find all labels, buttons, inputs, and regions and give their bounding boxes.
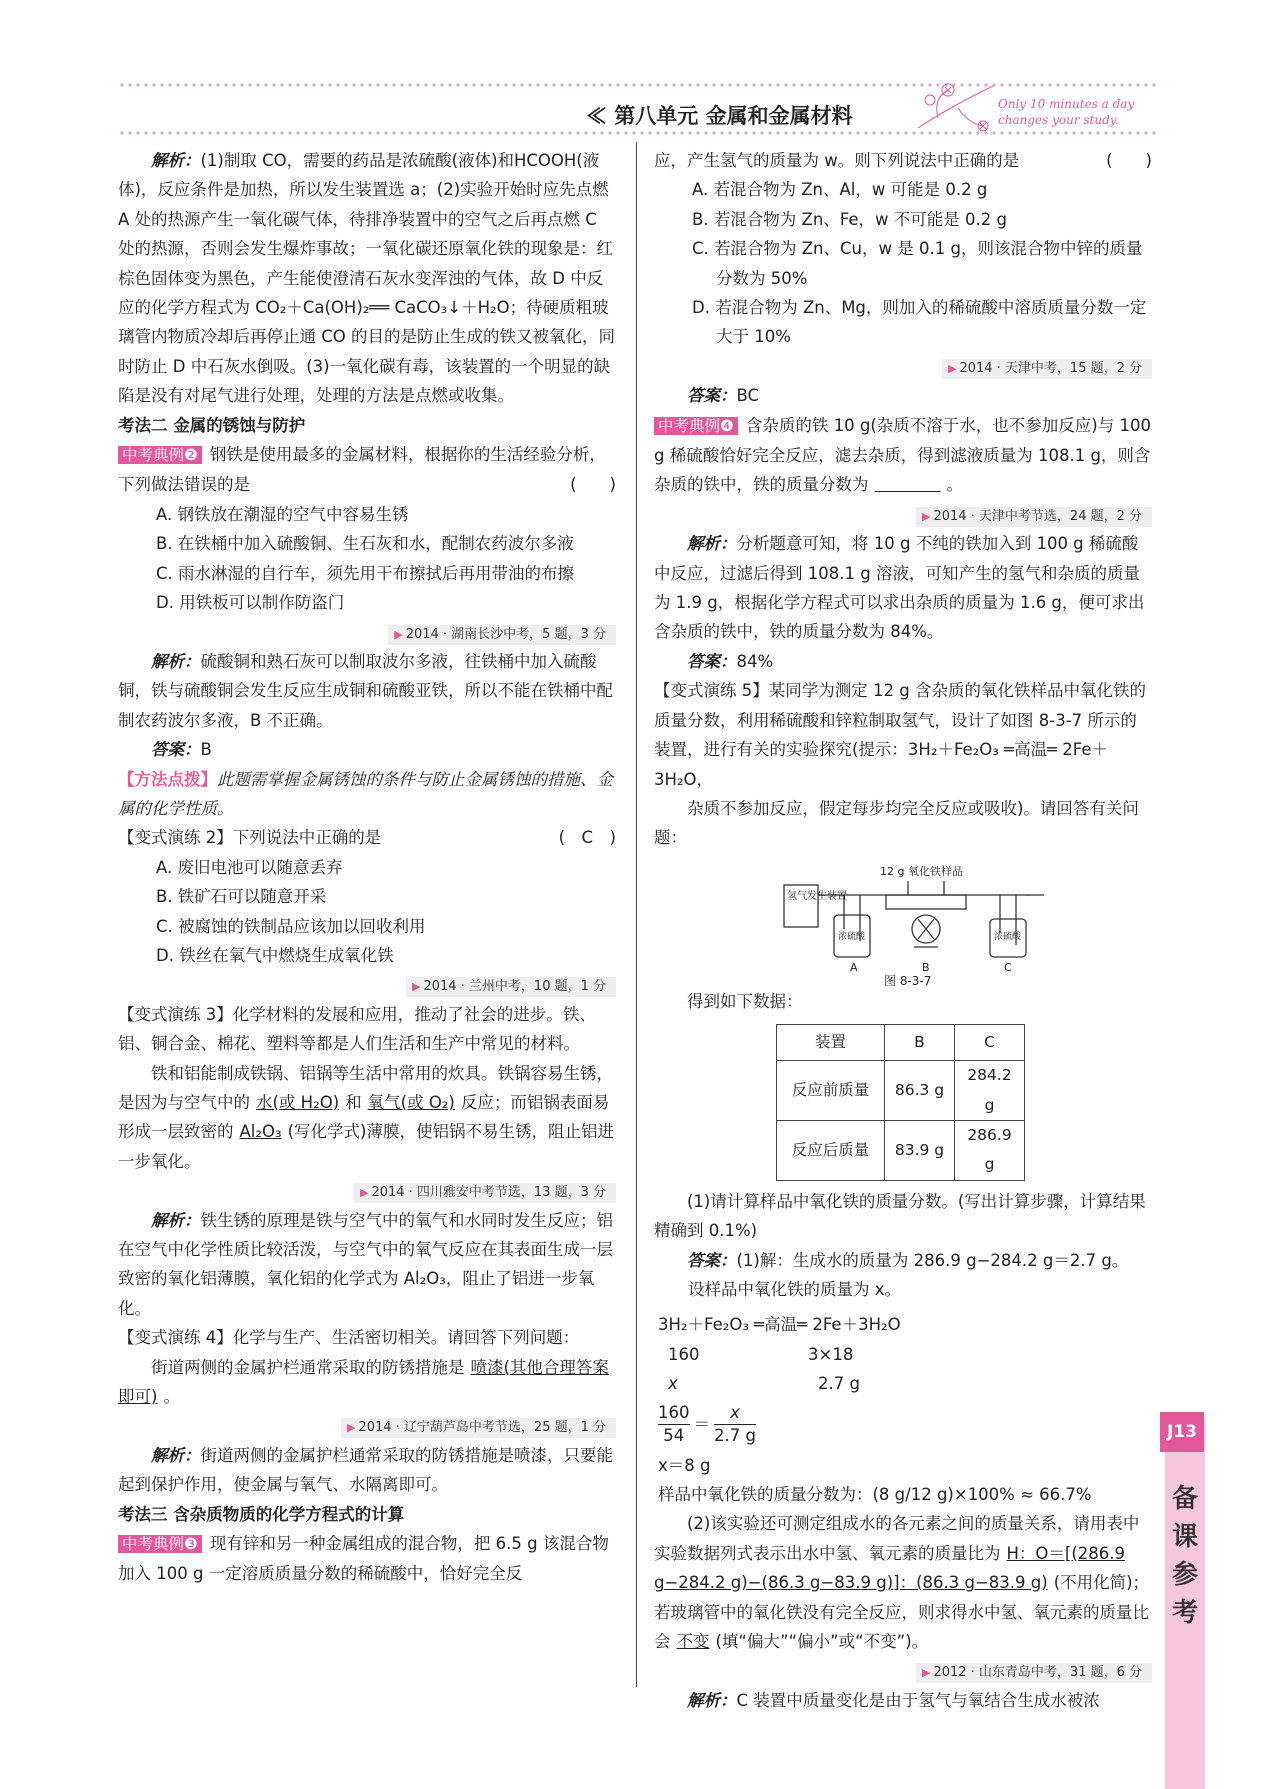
table-header: C xyxy=(955,1025,1025,1061)
figure-top-label: 12 g 氧化铁样品 xyxy=(880,864,963,878)
variant-5-question-cont: 杂质不参加反应，假定每步均完全反应或吸收)。请回答有关问题： xyxy=(654,798,1139,848)
label-b: B xyxy=(922,960,930,974)
table-header: 装置 xyxy=(777,1025,885,1061)
source-text: ▶ 2014 · 兰州中考，10 题，1 分 xyxy=(406,977,616,997)
analysis-label: 解析： xyxy=(151,1210,201,1230)
source-text: ▶ 2014 · 天津中考，15 题，2 分 xyxy=(942,359,1152,379)
source-text: ▶ 2014 · 辽宁葫芦岛中考节选，25 题，1 分 xyxy=(341,1418,616,1438)
variant-3-question: 【变式演练 3】化学材料的发展和应用，推动了社会的进步。铁、铝、铜合金、棉花、塑料等都是人们生活和生产中常见的材料。 xyxy=(118,1004,596,1054)
table-cell: 286.9 g xyxy=(955,1120,1025,1180)
analysis-label: 解析： xyxy=(687,1690,737,1710)
mass-water: 3×18 xyxy=(808,1344,854,1364)
answer-value: BC xyxy=(736,386,760,406)
text-part: 反应；而铝锅表面易形成一层致密的 xyxy=(118,1092,610,1142)
option-a: A. 若混合物为 Zn、Al，w 可能是 0.2 g xyxy=(692,180,988,200)
table-row xyxy=(777,1120,1025,1180)
analysis-text: 分析题意可知，将 10 g 不纯的铁加入到 100 g 稀硫酸中反应，过滤后得到 108.1 g 溶液，可知产生的氢气和杂质的质量为 1.9 g，根据化学方程式可以求出杂质的质量为 1.6 g，便可求出含杂质的铁中，铁的质量分数为 84%。 xyxy=(654,534,1145,642)
filled-answer: 氧气(或 O₂) xyxy=(367,1092,455,1112)
source-label xyxy=(654,1656,1152,1685)
analysis-text: 街道两侧的金属护栏通常采取的防锈措施是喷漆，只要能起到保护作用，使金属与氧气、水隔离即可。 xyxy=(118,1445,613,1495)
answer-label: 答案： xyxy=(687,386,737,406)
header-dots-bottom xyxy=(118,130,1158,136)
example-3-question-cont xyxy=(654,146,1152,175)
left-column xyxy=(118,146,616,1589)
filled-answer: 不变 xyxy=(676,1632,710,1652)
text-part: 街道两侧的金属护栏通常采取的防锈措施是 xyxy=(151,1357,465,1377)
analysis-label: 解析： xyxy=(687,534,737,554)
analysis-block-6 xyxy=(654,1686,1152,1715)
source-label xyxy=(118,1176,616,1205)
answer-line-4 xyxy=(654,647,1152,676)
header-tagline xyxy=(998,96,1134,128)
answer-value: B xyxy=(200,740,212,760)
text-part: 和 xyxy=(345,1092,362,1112)
filled-answer: Al₂O₃ xyxy=(239,1122,282,1142)
text-part: 铁和铝能制成铁锅、铝锅等生活中常用的炊具。铁锅容易生锈，是因为与空气中的 xyxy=(118,1063,613,1112)
section-heading-2: 考法二 金属的锈蚀与防护 xyxy=(118,415,306,435)
equals: ＝ xyxy=(693,1414,710,1434)
answer-text: (1)解：生成水的质量为 286.9 g−284.2 g＝2.7 g。 xyxy=(736,1250,1129,1270)
figure-caption: 图 8-3-7 xyxy=(884,973,932,987)
option-b: B. 铁矿石可以随意开采 xyxy=(156,887,327,907)
text-part: (2)该实验还可测定组成水的各元素之间的质量关系，请用表中实验数据列式表示出水中氢、氧元素的质量比为 xyxy=(654,1514,1140,1563)
option-a: A. 废旧电池可以随意丢弃 xyxy=(156,857,343,877)
source-text: ▶ 2014 · 天津中考节选，24 题，2 分 xyxy=(916,507,1152,527)
value-water: 2.7 g xyxy=(818,1374,860,1394)
page-number-tab: J13 xyxy=(1160,1412,1204,1452)
question-text: 含杂质的铁 10 g(杂质不溶于水，也不参加反应)与 100 g 稀硫酸恰好完全反应，滤去杂质，得到滤液质量为 108.1 g，则含杂质的铁中，铁的质量分数为 xyxy=(654,415,1151,495)
question-text: 钢铁是使用最多的金属材料，根据你的生活经验分析，下列做法错误的是 xyxy=(118,445,606,495)
text-part: (不用化简)；若玻璃管中的氧化铁没有完全反应，则求得水中氢、氧元素的质量比会 xyxy=(654,1573,1150,1652)
analysis-text: 硫酸铜和熟石灰可以制取波尔多液，往铁桶中加入硫酸铜，铁与硫酸铜会发生反应生成铜和硫酸亚铁，所以不能在铁桶中配制农药波尔多液，B 不正确。 xyxy=(118,651,613,730)
apparatus-figure xyxy=(654,859,1152,987)
data-intro: 得到如下数据： xyxy=(687,991,803,1011)
answer-label: 答案： xyxy=(687,651,737,671)
option-c: C. 若混合物为 Zn、Cu，w 是 0.1 g，则该混合物中锌的质量分数为 50% xyxy=(692,239,1143,288)
table-cell: 83.9 g xyxy=(885,1120,955,1180)
ratio-left xyxy=(658,1402,690,1447)
analysis-label: 解析： xyxy=(151,651,201,671)
option-d: D. 若混合物为 Zn、Mg，则加入的稀硫酸中溶质质量分数一定大于 10% xyxy=(692,298,1147,347)
variant-4-fill xyxy=(118,1353,616,1412)
answer-bracket: ( ) xyxy=(570,475,616,495)
x-result: x＝8 g xyxy=(658,1455,711,1475)
analysis-block-5 xyxy=(654,529,1152,647)
value-x: x xyxy=(668,1374,678,1394)
example-2-question xyxy=(118,440,616,500)
right-column xyxy=(654,146,1152,1715)
header-title: ≪ 第八单元 金属和金属材料 xyxy=(586,103,853,128)
variant-5-question: 【变式演练 5】某同学为测定 12 g 含杂质的氧化铁样品中氧化铁的质量分数，利用稀硫酸和锌粒制取氢气，设计了如图 8-3-7 所示的装置，进行有关的实验探究(提示：3H₂＋Fe₂O₃ ═高温═ 2Fe＋3H₂O， xyxy=(654,681,1146,789)
denominator: 2.7 g xyxy=(714,1426,756,1446)
filled-answer: 喷漆(其他合理答案即可) xyxy=(118,1357,609,1407)
question-2 xyxy=(654,1509,1152,1656)
option-c: C. 雨水淋湿的自行车，须先用干布擦拭后再用带油的布擦 xyxy=(156,563,575,583)
source-label xyxy=(118,1411,616,1440)
example-tag: 中考典例❷ xyxy=(118,446,202,464)
method-tip xyxy=(118,765,616,824)
mass-fraction-result: 样品中氧化铁的质量分数为：(8 g/12 g)×100% ≈ 66.7% xyxy=(658,1485,1092,1504)
label-a: A xyxy=(850,960,858,974)
answer-value: 84% xyxy=(736,651,774,671)
acid-label-c: 浓硫酸 xyxy=(994,931,1022,942)
text-part: 。 xyxy=(163,1387,180,1407)
equation-mass-row xyxy=(654,1340,1152,1369)
ratio-right xyxy=(714,1402,756,1447)
tagline-line-2: changes your study. xyxy=(998,113,1119,127)
source-label xyxy=(118,970,616,999)
table-cell: 反应前质量 xyxy=(777,1061,885,1121)
tagline-line-1: Only 10 minutes a day xyxy=(998,97,1135,111)
analysis-block-1 xyxy=(118,146,616,411)
source-text: ▶ 2012 · 山东青岛中考，31 题，6 分 xyxy=(916,1663,1152,1683)
example-tag: 中考典例❸ xyxy=(118,1535,202,1553)
table-cell: 反应后质量 xyxy=(777,1120,885,1180)
option-d: D. 铁丝在氧气中燃烧生成氧化铁 xyxy=(156,945,394,965)
label-c: C xyxy=(1004,960,1012,974)
analysis-block-2 xyxy=(118,647,616,735)
source-text: ▶ 2014 · 湖南长沙中考，5 题，3 分 xyxy=(388,625,616,645)
example-3-question xyxy=(118,1529,616,1589)
answer-label: 答案： xyxy=(687,1250,737,1270)
source-label xyxy=(654,352,1152,381)
variant-3-fill xyxy=(118,1059,616,1177)
option-d: D. 用铁板可以制作防盗门 xyxy=(156,593,345,613)
numerator: x xyxy=(714,1402,756,1425)
question-text: 现有锌和另一种金属组成的混合物，把 6.5 g 该混合物加入 100 g 一定溶质质量分数的稀硫酸中，恰好完全反 xyxy=(118,1534,609,1584)
answer-line-2 xyxy=(118,735,616,764)
question-text: 【变式演练 2】下列说法中正确的是 xyxy=(118,828,382,848)
answer-1-step: 设样品中氧化铁的质量为 x。 xyxy=(688,1279,902,1299)
answer-label: 答案： xyxy=(151,740,201,760)
option-b: B. 在铁桶中加入硫酸铜、生石灰和水，配制农药波尔多液 xyxy=(156,534,574,554)
source-label xyxy=(118,618,616,647)
page-header xyxy=(118,78,1158,140)
text-part: 。 xyxy=(946,475,963,495)
equation: 3H₂＋Fe₂O₃ ═高温═ 2Fe＋3H₂O xyxy=(658,1315,901,1335)
option-c: C. 被腐蚀的铁制品应该加以回收利用 xyxy=(156,916,426,936)
data-table xyxy=(776,1024,1025,1181)
example-tag: 中考典例❹ xyxy=(654,417,738,435)
answer-1 xyxy=(654,1246,1152,1275)
figure-generator-label: 氢气发生装置 xyxy=(787,890,847,902)
acid-label-a: 浓硫酸 xyxy=(838,931,866,942)
table-header: B xyxy=(885,1025,955,1061)
blank xyxy=(869,475,947,494)
flower-icon xyxy=(908,78,998,138)
option-b: B. 若混合物为 Zn、Fe，w 不可能是 0.2 g xyxy=(692,209,1007,229)
answer-line-3 xyxy=(654,381,1152,410)
method-tip-label: 【方法点拨】 xyxy=(118,769,217,789)
table-cell: 86.3 g xyxy=(885,1061,955,1121)
analysis-label: 解析： xyxy=(151,1445,201,1465)
denominator: 54 xyxy=(663,1426,685,1446)
analysis-text: (1)制取 CO，需要的药品是浓硫酸(液体)和HCOOH(液体)，反应条件是加热，所以发生装置选 a；(2)实验开始时应先点燃 A 处的热源产生一氧化碳气体，待排净装置中的空气之后再点燃 C 处的热源，否则会发生爆炸事故；一氧化碳还原氧化铁的现象是：红棕色固体变为黑色，产生能使澄清石灰水变浑浊的气体，故 D 中反应的化学方程式为 CO₂＋Ca(OH)₂══ CaCO₃↓＋H₂O；待硬质粗玻璃管内物质冷却后再停止通 CO 的目的是防止生成的铁又被氧化，同时防止 D 中石灰水倒吸。(3)一氧化碳有毒，该装置的一个明显的缺陷是没有对尾气进行处理，处理的方法是点燃或收集。 xyxy=(118,151,615,406)
table-header-row xyxy=(777,1025,1025,1061)
ratio-equation xyxy=(654,1399,1152,1451)
header-dots-top xyxy=(118,82,1158,88)
question-1: (1)请计算样品中氧化铁的质量分数。(写出计算步骤，计算结果精确到 0.1%) xyxy=(654,1191,1146,1241)
filled-answer: H：O＝[(286.9 g−284.2 g)−(86.3 g−83.9 g)]：(86.3 g−83.9 g) xyxy=(654,1543,1126,1593)
answer-bracket: ( C ) xyxy=(558,828,616,848)
text-part: (写化学式)薄膜，使铝锅不易生锈，阻止铝进一步氧化。 xyxy=(118,1122,614,1171)
section-heading-3: 考法三 含杂质物质的化学方程式的计算 xyxy=(118,1504,405,1524)
table-cell: 284.2 g xyxy=(955,1061,1025,1121)
source-text: ▶ 2014 · 四川雅安中考节选，13 题，3 分 xyxy=(354,1183,616,1203)
analysis-text: C 装置中质量变化是由于氢气与氧结合生成水被浓 xyxy=(736,1690,1100,1710)
side-label: 备课参考 xyxy=(1171,1484,1198,1628)
variant-2-question xyxy=(118,823,616,852)
numerator: 160 xyxy=(658,1402,690,1425)
text-part: (填“偏大”“偏小”或“不变”)。 xyxy=(715,1632,929,1652)
analysis-block-3 xyxy=(118,1206,616,1324)
example-4-question xyxy=(654,411,1152,500)
filled-answer: 水(或 H₂O) xyxy=(256,1092,340,1112)
variant-4-question: 【变式演练 4】化学与生产、生活密切相关。请回答下列问题： xyxy=(118,1328,580,1348)
option-a: A. 钢铁放在潮湿的空气中容易生锈 xyxy=(156,504,409,524)
mass-fe2o3: 160 xyxy=(668,1344,700,1364)
table-row xyxy=(777,1061,1025,1121)
column-divider xyxy=(636,142,637,1687)
analysis-label: 解析： xyxy=(151,151,201,170)
analysis-block-4 xyxy=(118,1441,616,1500)
method-tip-text: 此题需掌握金属锈蚀的条件与防止金属锈蚀的措施、金属的化学性质。 xyxy=(118,769,613,818)
equation-value-row xyxy=(654,1369,1152,1398)
apparatus-diagram xyxy=(654,859,1152,987)
question-text: 应，产生氢气的质量为 w。则下列说法中正确的是 xyxy=(654,151,1020,170)
source-label xyxy=(654,500,1152,529)
analysis-text: 铁生锈的原理是铁与空气中的氧气和水同时发生反应；铝在空气中化学性质比较活泼，与空气中的氧气反应在其表面生成一层致密的氧化铝薄膜，氧化铝的化学式为 Al₂O₃，阻止了铝进一步氧化。 xyxy=(118,1210,613,1318)
answer-bracket: ( ) xyxy=(1106,151,1152,170)
